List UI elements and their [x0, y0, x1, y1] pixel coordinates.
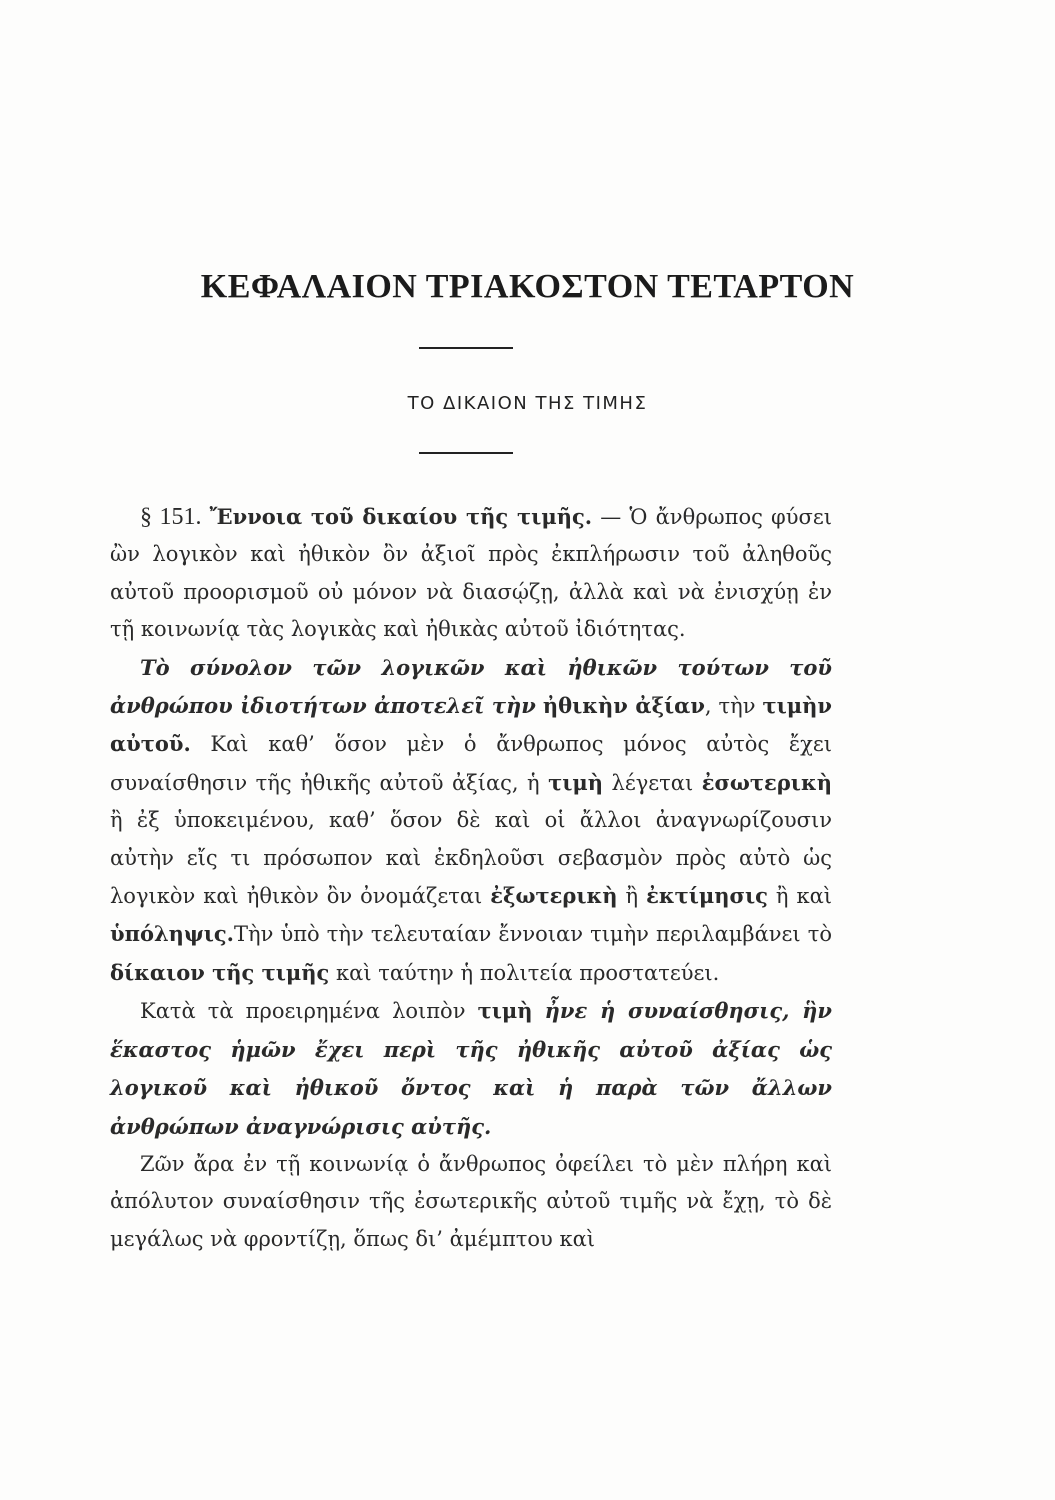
section-dash: —: [592, 505, 630, 529]
text-run: , τὴν: [704, 694, 756, 719]
chapter-subtitle: ΤΟ ΔΙΚΑΙΟΝ ΤΗΣ ΤΙΜΗΣ: [407, 393, 648, 414]
text-run: Ζῶν ἄρα ἐν τῇ κοινωνίᾳ ὁ ἄνθρωπος ὀφείλει τὸ μὲν πλήρη καὶ ἀπόλυτον συναίσθησιν τῆς ἐσωτερικῆς αὐτοῦ τιμῆς νὰ ἔχῃ, τὸ δὲ μεγάλως νὰ φροντίζῃ, ὅπως δι’ ἀμέμπτου καὶ: [110, 1151, 832, 1251]
text-run: ἢ: [625, 884, 639, 909]
text-run: ἢ καὶ: [775, 884, 833, 909]
term-outer: ἐξωτερικὴ: [490, 883, 618, 909]
paragraph-2: [110, 649, 832, 993]
paragraph-3: [110, 992, 832, 1146]
term-right-of-honor: δίκαιον τῆς τιμῆς: [110, 959, 330, 985]
chapter-title: ΚΕΦΑΛΑΙΟΝ ΤΡΙΑΚΟΣΤΟΝ ΤΕΤΑΡΤΟΝ: [200, 268, 855, 305]
term-timi-2: τιμὴ: [477, 998, 533, 1024]
top-rule: [419, 347, 513, 349]
paragraph-1: [110, 498, 832, 649]
text-run: Καὶ καθ’ ὅσον μὲν ὁ ἄνθρωπος μόνος αὐτὸς ἔχει συναίσθησιν τῆς ἠθικῆς αὐτοῦ ἀξίας, ἡ: [110, 732, 832, 795]
text-run: ἢ ἐξ ὑποκειμένου, καθ’ ὅσον δὲ καὶ οἱ ἄλλοι ἀναγνωρίζουσιν αὐτὴν εἴς τι πρόσωπον καὶ ἐκδηλοῦσι σεβασμὸν πρὸς αὐτὸ ὡς λογικὸν καὶ ἠθικὸν ὂν ὀνομάζεται: [110, 808, 832, 909]
section-number: § 151.: [140, 504, 202, 530]
definition-text: Τὸ σύνολον τῶν λογικῶν καὶ ἠθικῶν τούτων τοῦ ἀνθρώπου ἰδιοτήτων ἀποτελεῖ τὴν: [110, 654, 832, 719]
term-ethical-worth: ἠθικὴν ἀξίαν: [542, 693, 705, 719]
body-text: [110, 498, 832, 1258]
paragraph-4: [110, 1146, 832, 1258]
term-timi: τιμὴ: [548, 769, 604, 795]
term-honor: τιμὴν αὐτοῦ.: [110, 693, 832, 757]
term-inner: ἐσωτερικὴ: [701, 769, 832, 795]
text-run: Κατὰ τὰ προειρημένα λοιπὸν: [140, 999, 466, 1024]
section-heading: Ἔννοια τοῦ δικαίου τῆς τιμῆς.: [209, 504, 593, 529]
term-esteem: ἐκτίμησις: [646, 883, 768, 909]
term-reputation: ὑπόληψις.: [110, 921, 234, 947]
text-run: λέγεται: [611, 770, 694, 795]
text-run: Τὴν ὑπὸ τὴν τελευταίαν ἔννοιαν τιμὴν περιλαμβάνει τὸ: [233, 922, 832, 947]
paragraph-1-text: Ὁ ἄνθρωπος φύσει ὢν λογικὸν καὶ ἠθικὸν ὂν ἀξιοῖ πρὸς ἐκπλήρωσιν τοῦ ἀληθοῦς αὐτοῦ προορισμοῦ οὐ μόνον νὰ διασῴζῃ, ἀλλὰ καὶ νὰ ἐνισχύῃ ἐν τῇ κοινωνίᾳ τὰς λογικὰς καὶ ἠθικὰς αὐτοῦ ἰδιότητας.: [110, 505, 832, 642]
text-run: καὶ ταύτην ἡ πολιτεία προστατεύει.: [336, 960, 720, 985]
definition-text-2: ἦνε ἡ συναίσθησις, ἣν ἕκαστος ἡμῶν ἔχει περὶ τῆς ἠθικῆς αὐτοῦ ἀξίας ὡς λογικοῦ καὶ ἠθικοῦ ὄντος καὶ ἡ παρὰ τῶν ἄλλων ἀνθρώπων ἀναγνώρισις αὐτῆς.: [110, 998, 832, 1139]
bottom-rule: [419, 452, 513, 454]
